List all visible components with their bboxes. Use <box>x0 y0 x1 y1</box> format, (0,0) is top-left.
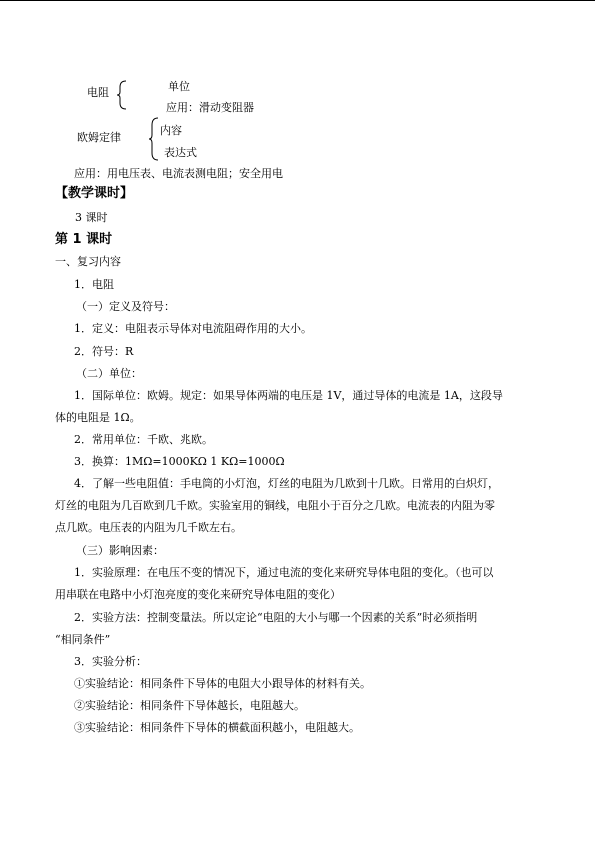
sub3-conclusion-2: ②实验结论：相同条件下导体越长，电阻越大。 <box>74 699 305 712</box>
teaching-hours-value: 3 课时 <box>75 211 108 224</box>
outline-resistance-item-unit: 单位 <box>168 80 190 93</box>
left-brace-icon <box>148 117 160 161</box>
outline-application: 应用：用电压表、电流表测电阻；安全用电 <box>74 167 283 180</box>
sub3-conclusion-3: ③实验结论：相同条件下导体的横截面积越小，电阻越大。 <box>74 721 360 734</box>
sub2-p3: 3．换算：1MΩ=1000KΩ 1 KΩ=1000Ω <box>74 455 285 468</box>
sub3-title: （三）影响因素： <box>76 544 164 557</box>
sub1-definition: 1．定义：电阻表示导体对电流阻碍作用的大小。 <box>74 322 312 335</box>
sub3-p2-line1: 2．实验方法：控制变量法。所以定论“电阻的大小与哪一个因素的关系”时必须指明 <box>74 611 478 624</box>
sub2-p4-line2: 灯丝的电阻为几百欧到几千欧。实验室用的铜线，电阻小于百分之几欧。电流表的内阻为零 <box>55 499 495 512</box>
sub2-p4-line1: 4．了解一些电阻值：手电筒的小灯泡，灯丝的电阻为几欧到十几欧。日常用的白炽灯， <box>74 477 499 490</box>
sub2-p1-line2: 体的电阻是 1Ω。 <box>55 411 141 424</box>
outline-resistance-item-application: 应用：滑动变阻器 <box>166 101 254 114</box>
section-title: 一、复习内容 <box>55 255 121 268</box>
lesson1-heading: 第 1 课时 <box>55 232 113 247</box>
sub3-p1-line1: 1．实验原理：在电压不变的情况下，通过电流的变化来研究导体电阻的变化。（也可以 <box>74 566 494 579</box>
sub2-p2: 2．常用单位：千欧、兆欧。 <box>74 433 213 446</box>
item1-resistance: 1．电阻 <box>74 278 114 291</box>
sub1-symbol: 2．符号：R <box>74 345 134 358</box>
sub2-title: （二）单位： <box>76 367 142 380</box>
sub3-conclusion-1: ①实验结论：相同条件下导体的电阻大小跟导体的材料有关。 <box>74 677 371 690</box>
sub3-p2-line2: “相同条件” <box>55 633 111 646</box>
outline-resistance-label: 电阻 <box>87 86 109 99</box>
outline-ohm-item-expression: 表达式 <box>164 146 197 159</box>
left-brace-icon <box>116 80 128 110</box>
sub3-p1-line2: 用串联在电路中小灯泡亮度的变化来研究导体电阻的变化） <box>55 588 341 601</box>
page-top-rule <box>0 0 595 1</box>
teaching-hours-heading: 【教学课时】 <box>55 186 134 201</box>
sub1-title: （一）定义及符号： <box>76 300 175 313</box>
outline-ohm-item-content: 内容 <box>160 124 182 137</box>
sub3-p3: 3．实验分析： <box>74 655 147 668</box>
sub2-p1-line1: 1．国际单位：欧姆。规定：如果导体两端的电压是 1V，通过导体的电流是 1A，这段导 <box>74 389 503 402</box>
outline-ohm-label: 欧姆定律 <box>77 131 121 144</box>
sub2-p4-line3: 点几欧。电压表的内阻为几千欧左右。 <box>55 521 242 534</box>
